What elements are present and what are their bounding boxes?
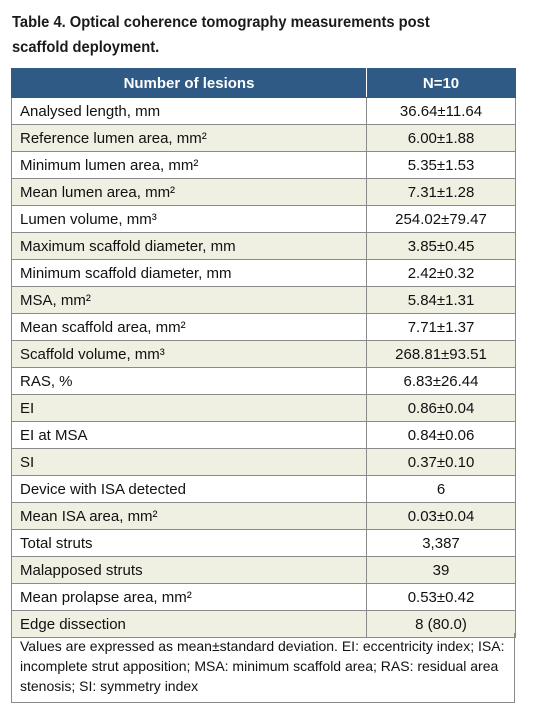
row-label: Maximum scaffold diameter, mm	[12, 233, 367, 260]
row-label: EI at MSA	[12, 422, 367, 449]
table-header-row	[12, 69, 516, 98]
row-value: 5.35±1.53	[367, 152, 516, 179]
row-value: 3,387	[367, 530, 516, 557]
row-value: 268.81±93.51	[367, 341, 516, 368]
row-label: Mean scaffold area, mm²	[12, 314, 367, 341]
row-value: 8 (80.0)	[367, 611, 516, 638]
table-row	[12, 206, 516, 233]
table-row	[12, 503, 516, 530]
table-row	[12, 395, 516, 422]
table-row	[12, 476, 516, 503]
row-value: 0.84±0.06	[367, 422, 516, 449]
row-label: MSA, mm²	[12, 287, 367, 314]
table-row	[12, 449, 516, 476]
row-label: Analysed length, mm	[12, 98, 367, 125]
row-label: Minimum scaffold diameter, mm	[12, 260, 367, 287]
row-value: 0.37±0.10	[367, 449, 516, 476]
row-label: RAS, %	[12, 368, 367, 395]
row-label: Scaffold volume, mm³	[12, 341, 367, 368]
table-row	[12, 152, 516, 179]
row-label: Mean ISA area, mm²	[12, 503, 367, 530]
row-value: 6.00±1.88	[367, 125, 516, 152]
table-caption: Table 4. Optical coherence tomography measurements post scaffold deployment.	[12, 14, 430, 56]
row-value: 254.02±79.47	[367, 206, 516, 233]
table-row	[12, 422, 516, 449]
row-label: Mean prolapse area, mm²	[12, 584, 367, 611]
measurements-table	[11, 68, 516, 638]
table-row	[12, 179, 516, 206]
row-value: 2.42±0.32	[367, 260, 516, 287]
row-label: Lumen volume, mm³	[12, 206, 367, 233]
row-value: 6	[367, 476, 516, 503]
row-value: 3.85±0.45	[367, 233, 516, 260]
table-row	[12, 98, 516, 125]
table-row	[12, 233, 516, 260]
row-label: Device with ISA detected	[12, 476, 367, 503]
table-row	[12, 557, 516, 584]
table-row	[12, 287, 516, 314]
row-value: 36.64±11.64	[367, 98, 516, 125]
table-row	[12, 341, 516, 368]
table-row	[12, 260, 516, 287]
header-lesions: Number of lesions	[12, 69, 367, 98]
row-value: 6.83±26.44	[367, 368, 516, 395]
table-row	[12, 368, 516, 395]
row-label: Edge dissection	[12, 611, 367, 638]
header-n: N=10	[367, 69, 516, 98]
row-value: 39	[367, 557, 516, 584]
row-label: Minimum lumen area, mm²	[12, 152, 367, 179]
table-row	[12, 125, 516, 152]
row-label: Reference lumen area, mm²	[12, 125, 367, 152]
row-label: Mean lumen area, mm²	[12, 179, 367, 206]
row-value: 0.03±0.04	[367, 503, 516, 530]
table-footnote: Values are expressed as mean±standard deviation. EI: eccentricity index; ISA: incomplete strut apposition; MSA: minimum scaffold area; RAS: residual area stenosis; SI: symmetry index	[11, 633, 515, 703]
row-value: 7.71±1.37	[367, 314, 516, 341]
row-label: Total struts	[12, 530, 367, 557]
row-label: SI	[12, 449, 367, 476]
table-row	[12, 314, 516, 341]
row-label: Malapposed struts	[12, 557, 367, 584]
table-body	[12, 98, 516, 638]
row-value: 7.31±1.28	[367, 179, 516, 206]
table-row	[12, 530, 516, 557]
row-label: EI	[12, 395, 367, 422]
row-value: 0.86±0.04	[367, 395, 516, 422]
row-value: 5.84±1.31	[367, 287, 516, 314]
row-value: 0.53±0.42	[367, 584, 516, 611]
table-row	[12, 584, 516, 611]
